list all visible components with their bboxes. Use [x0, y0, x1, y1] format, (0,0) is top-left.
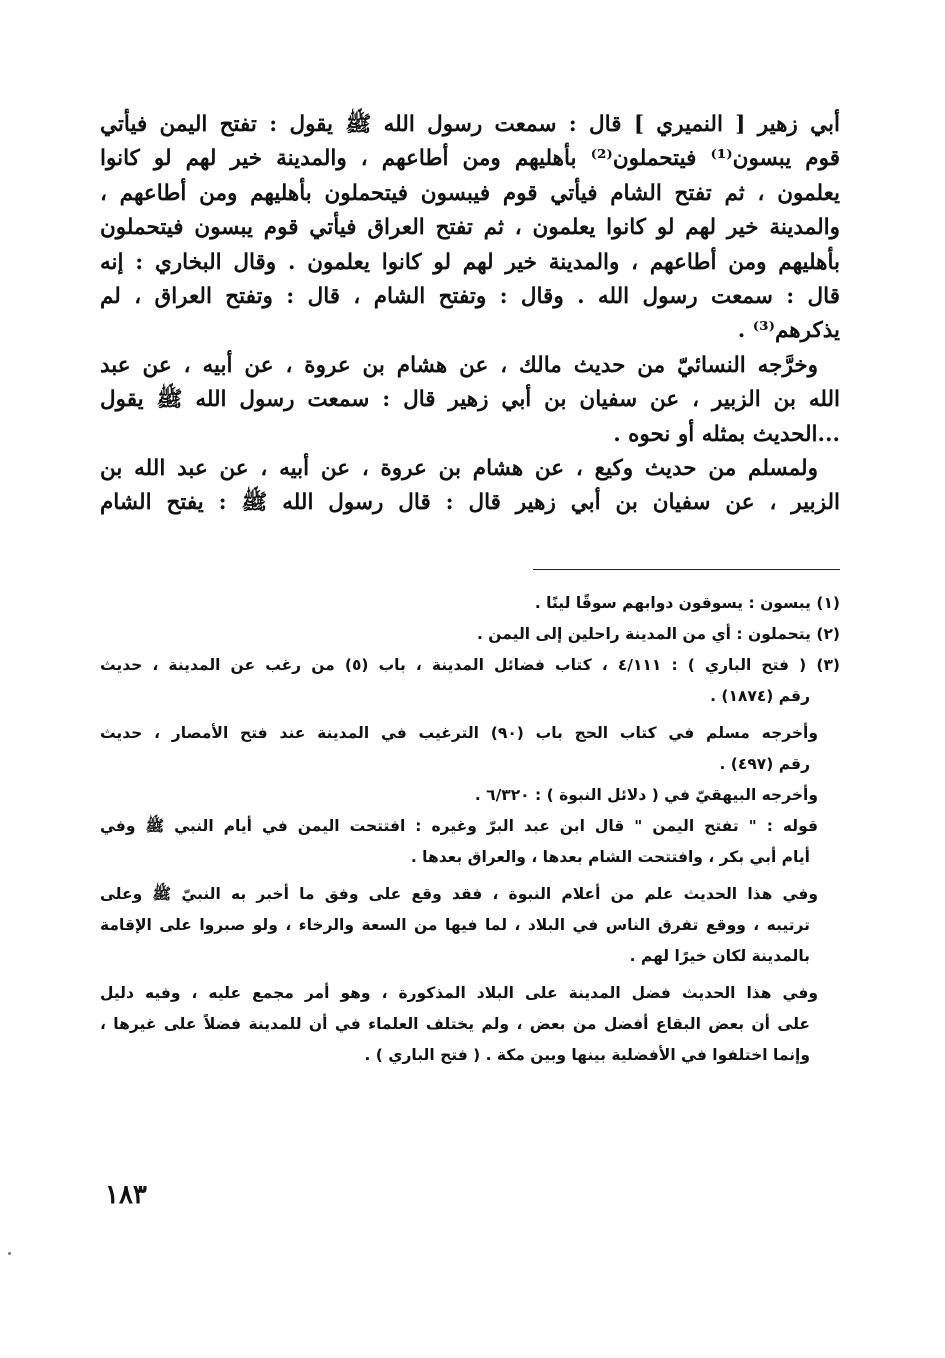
- main-text-block: [100, 108, 840, 521]
- footnote-line: وفي هذا الحديث فضل المدينة على البلاد المذكورة ، وهو أمر مجمع عليه ، وفيه دليل: [100, 984, 818, 1002]
- footnote-line: (١) يبسون : يسوقون دوابهم سوقًا لينًا .: [534, 594, 840, 612]
- scan-speck: [8, 1252, 11, 1255]
- page-number: ١٨٣: [105, 1180, 147, 1210]
- footnote-line: ترتيبه ، ووقع تفرق الناس في البلاد ، لما فيها من السعة والرخاء ، ولو صبروا على الإقامة: [100, 916, 810, 934]
- footnote-line: رقم (١٨٧٤) .: [710, 687, 810, 705]
- main-text-line: قوم يبسون⁽¹⁾ فيتحملون⁽²⁾ بأهليهم ومن أطاعهم ، والمدينة خير لهم لو كانوا: [100, 146, 840, 172]
- footnote-line: وإنما اختلفوا في الأفضلية بينها وبين مكة . ( فتح الباري ) .: [364, 1046, 810, 1064]
- main-text-line: يذكرهم⁽³⁾ .: [737, 318, 840, 344]
- main-text-line: وخرَّجه النسائيّ من حديث مالك ، عن هشام بن عروة ، عن أبيه ، عن عبد: [100, 352, 818, 378]
- footnote-line: (٣) ( فتح الباري ) : ٤/١١١ ، كتاب فضائل المدينة ، باب (٥) من رغب عن المدينة ، حديث: [100, 656, 840, 674]
- main-text-line: بأهليهم ومن أطاعهم ، والمدينة خير لهم لو كانوا يعلمون . وقال البخاري : إنه: [100, 249, 840, 275]
- main-text-line: الزبير ، عن سفيان بن أبي زهير قال : قال رسول الله ﷺ : يفتح الشام: [100, 490, 840, 516]
- main-text-line: الله بن الزبير ، عن سفيان بن أبي زهير قال : سمعت رسول الله ﷺ يقول: [100, 387, 840, 413]
- main-text-line: والمدينة خير لهم لو كانوا يعلمون ، ثم تفتح العراق فيأتي قوم يبسون فيتحملون: [100, 215, 840, 241]
- footnote-line: وأخرجه مسلم في كتاب الحج باب (٩٠) الترغيب في المدينة عند فتح الأمصار ، حديث: [100, 724, 819, 742]
- footnotes-block: [100, 588, 840, 1071]
- footnote-separator: [533, 569, 840, 570]
- footnote-line: بالمدينة لكان خيرًا لهم .: [629, 947, 810, 965]
- footnote-line: رقم (٤٩٧) .: [719, 755, 810, 773]
- main-text-line: قال : سمعت رسول الله . وقال : وتفتح الشام ، قال : وتفتح العراق ، لم: [100, 284, 840, 310]
- main-text-line: ولمسلم من حديث وكيع ، عن هشام بن عروة ، عن أبيه ، عن عبد الله بن: [100, 456, 818, 482]
- main-text-line: يعلمون ، ثم تفتح الشام فيأتي قوم فيبسون فيتحملون بأهليهم ومن أطاعهم ،: [100, 180, 840, 206]
- footnote-line: وفي هذا الحديث علم من أعلام النبوة ، فقد وقع على وفق ما أخبر به النبيّ ﷺ وعلى: [100, 885, 818, 903]
- footnote-line: (٢) يتحملون : أي من المدينة راحلين إلى اليمن .: [477, 625, 840, 643]
- main-text-line: ...الحديث بمثله أو نحوه .: [613, 421, 840, 447]
- footnote-line: على أن بعض البقاع أفضل من بعض ، ولم يختلف العلماء في أن للمدينة فضلاً على غيرها ،: [100, 1015, 810, 1033]
- footnote-line: أيام أبي بكر ، وافتتحت الشام بعدها ، والعراق بعدها .: [410, 848, 810, 866]
- footnote-line: وأخرجه البيهقيّ في ( دلائل النبوة ) : ٦/٣٢٠ .: [474, 786, 818, 804]
- footnote-line: قوله : " تفتح اليمن " قال ابن عبد البرّ وغيره : افتتحت اليمن في أيام النبي ﷺ وفي: [100, 817, 818, 835]
- main-text-line: أبي زهير [ النميري ] قال : سمعت رسول الله ﷺ يقول : تفتح اليمن فيأتي: [100, 112, 840, 137]
